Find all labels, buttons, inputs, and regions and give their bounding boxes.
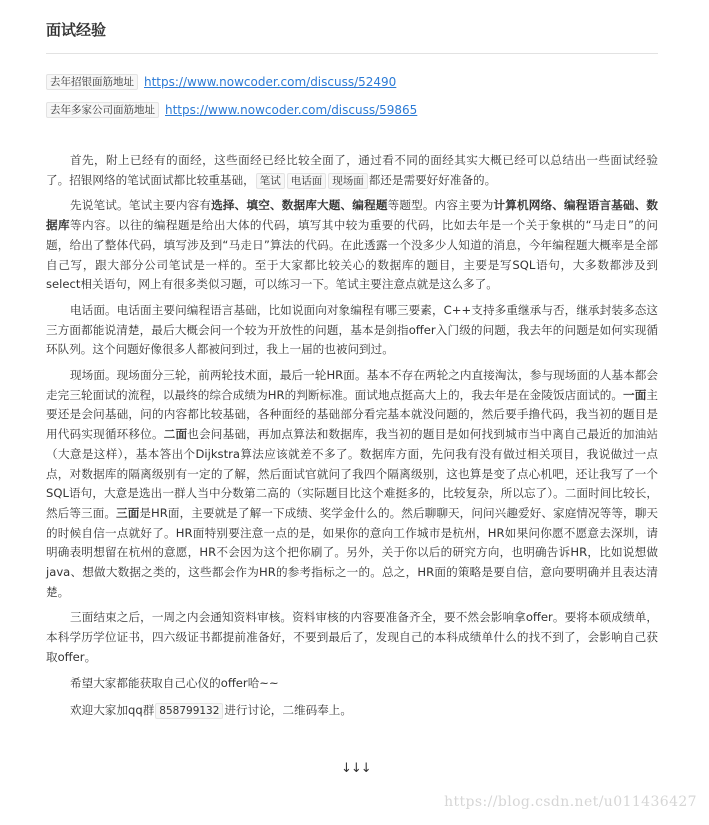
text: 先说笔试。笔试主要内容有 xyxy=(70,198,212,213)
text: 是HR面，主要就是了解一下成绩、奖学金什么的。然后聊聊天，问问兴趣爱好、家庭情况等等，聊天的时候自信一点就好了。HR面特别要注意一点的是，如果你的意向工作城市是杭州，HR如果问你愿不愿意去深圳，请明确表明想留在杭州的意愿，HR不会因为这个把你刷了。另外，关于你以后的研究方向，也明确告诉HR，比如说想做java、想做大数据之类的，这些都会作为HR的参考指标之一的。总之，HR面的策略是要自信，意向要明确并且表达清楚。 xyxy=(46,505,658,599)
inline-code-phone-interview: 电话面 xyxy=(287,173,327,189)
paragraph-wish: 希望大家都能获取自己心仪的offer哈~~ xyxy=(70,675,279,690)
link-row-1 xyxy=(46,73,658,91)
text: 等内容。以往的编程题是给出大体的代码，填写其中较为重要的代码，比如去年是一个关于象棋的“马走日”的问题，给出了整体代码，填写涉及到“马走日”算法的代码。在此透露一个没多少人知道的消息，今年编程题大概率是全部自己写，跟大部分公司笔试是一样的。至于大家都比较关心的数据库的题目，主要是写SQL语句，大多数都涉及到select相关语句，网上有很多类似习题，可以练习一下。笔试主要注意点就是这么多了。 xyxy=(46,218,658,292)
text: 主要还是会问基础，问的内容都比较基础，各种面经的基础部分看完基本就没问题的，然后要手撸代码，我当初的题目是用代码实现循环移位。 xyxy=(46,387,658,442)
text: 现场面。现场面分三轮，前两轮技术面，最后一轮HR面。基本不存在两轮之内直接淘汰，参与现场面的人基本都会走完三轮面试的流程，以最终的综合成绩为HR的判断标准。面试地点挺高大上的，我去年是在金陵饭店面试的。 xyxy=(46,368,658,402)
bold-text: 二面 xyxy=(163,427,188,442)
inline-code-written-test: 笔试 xyxy=(256,173,285,189)
article-title: 面试经验 xyxy=(46,0,658,54)
inline-code-qq-number: 858799132 xyxy=(155,703,223,719)
text: 都还是需要好好准备的。 xyxy=(368,172,497,187)
paragraph-onsite-interview xyxy=(46,366,658,602)
text: 进行讨论，二维码奉上。 xyxy=(224,703,352,718)
text: 等题型。内容主要为 xyxy=(387,198,494,213)
link-url-1[interactable]: https://www.nowcoder.com/discuss/52490 xyxy=(144,75,397,89)
paragraph-written-test xyxy=(46,196,658,295)
link-tag-2: 去年多家公司面筋地址 xyxy=(46,102,159,118)
paragraph-phone-interview: 电话面。电话面主要问编程语言基础，比如说面向对象编程有哪三要素，C++支持多重继承与否，继承封装多态这三方面都能说清楚，最后大概会问一个较为开放性的问题，基本是剑指offer入门级的问题，我去年的问题是如何实现循环队列。这个问题好像很多人都被问到过，我上一届的也被问到过。 xyxy=(46,302,658,357)
text: 首先，附上已经有的面经，这些面经已经比较全面了，通过看不同的面经其实大概已经可以总结出一些面试经验了。招银网络的笔试面试都比较重基础， xyxy=(46,153,658,187)
paragraph-intro xyxy=(46,151,658,190)
bold-text: 三面 xyxy=(116,505,140,520)
down-arrows: ↓↓↓ xyxy=(341,761,371,776)
link-tag-1: 去年招银面筋地址 xyxy=(46,74,138,90)
paragraph-qq-group xyxy=(46,701,658,721)
bold-text: 计算机网络、编程语言基础、数据库 xyxy=(46,198,658,233)
link-url-2[interactable]: https://www.nowcoder.com/discuss/59865 xyxy=(165,103,418,117)
text: 欢迎大家加qq群 xyxy=(70,703,155,718)
bold-text: 一面 xyxy=(623,387,647,402)
paragraph-review: 三面结束之后，一周之内会通知资料审核。资料审核的内容要准备齐全，要不然会影响拿offer。要将本硕成绩单，本科学历学位证书，四六级证书都提前准备好，不要到最后了，发现自己的本科成绩单什么的找不到了，会影响自己获取offer。 xyxy=(46,610,658,664)
link-row-2 xyxy=(46,101,658,119)
bold-text: 选择、填空、数据库大题、编程题 xyxy=(211,198,388,213)
article xyxy=(46,0,658,729)
watermark: https://blog.csdn.net/u011436427 xyxy=(444,794,697,810)
article-body xyxy=(46,151,658,721)
text: 也会问基础，再加点算法和数据库，我当初的题目是如何找到城市当中离自己最近的加油站（大意是这样），基本答出个Dijkstra算法应该就差不多了。数据库方面，先问我有没有做过相关项目，我说做过一点点，对数据库的隔离级别有一定的了解，然后面试官就问了我四个隔离级别，这也算是变了点心机吧，还让我写了一个SQL语句，大意是选出一群人当中分数第二高的（实际题目比这个难挺多的，比较复杂，所以忘了）。二面时间比较长，然后等三面。 xyxy=(46,427,658,520)
inline-code-onsite-interview: 现场面 xyxy=(328,173,368,189)
